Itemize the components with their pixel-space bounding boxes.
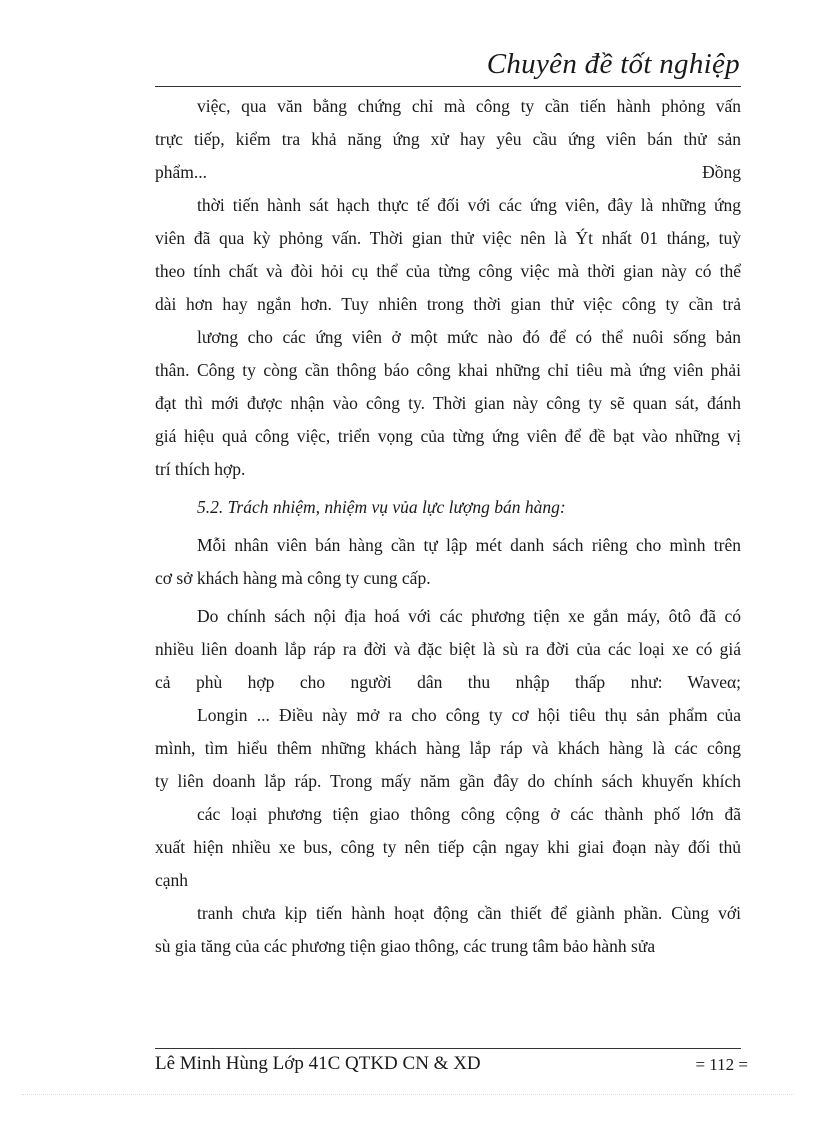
- footer-divider: [155, 1048, 741, 1049]
- body-line: trí thích hợp.: [155, 459, 246, 479]
- body-line: dài hơn hay ngắn hơn. Tuy nhiên trong thời gian thử việc công ty cần trả: [155, 294, 741, 314]
- document-body: [155, 90, 741, 963]
- body-line: Longin ... Điều này mở ra cho công ty cơ hội tiêu thụ sản phẩm của: [197, 705, 741, 725]
- page-header-title: Chuyên đề tốt nghiệp: [486, 48, 740, 80]
- body-line: ty liên doanh lắp ráp. Trong mấy năm gần đây do chính sách khuyến khích: [155, 771, 741, 791]
- page-edge-dotted-line: [22, 1094, 794, 1095]
- body-line: lương cho các ứng viên ở một mức nào đó để có thể nuôi sống bản: [197, 327, 741, 347]
- body-line: nhiều liên doanh lắp ráp ra đời và đặc biệt là sù ra đời của các loại xe có giá: [155, 639, 741, 659]
- body-line: thân. Công ty còng cần thông báo công khai những chỉ tiêu mà ứng viên phải: [155, 360, 741, 380]
- footer-author: Lê Minh Hùng Lớp 41C QTKD CN & XD: [155, 1053, 481, 1074]
- body-line: các loại phương tiện giao thông công cộng ở các thành phố lớn đã: [197, 804, 741, 824]
- body-line: đạt thì mới được nhận vào công ty. Thời gian này công ty sẽ quan sát, đánh: [155, 393, 741, 413]
- body-line: trực tiếp, kiểm tra khả năng ứng xử hay yêu cầu ứng viên bán thử sản: [155, 129, 741, 149]
- body-line: viên đã qua kỳ phỏng vấn. Thời gian thử việc nên là Ýt nhất 01 tháng, tuỳ: [155, 228, 741, 248]
- body-line: xuất hiện nhiều xe bus, công ty nên tiếp cận ngay khi giai đoạn này đối thủ: [155, 837, 741, 857]
- body-line: việc, qua văn bằng chứng chỉ mà công ty cần tiến hành phỏng vấn: [197, 96, 741, 116]
- body-line: sù gia tăng của các phương tiện giao thông, các trung tâm bảo hành sửa: [155, 936, 656, 956]
- body-line: tranh chưa kịp tiến hành hoạt động cần thiết để giành phần. Cùng với: [197, 903, 741, 923]
- body-line-right: Đồng: [702, 162, 741, 182]
- header-divider: [155, 86, 741, 87]
- body-line: [155, 156, 741, 189]
- body-line: cả phù hợp cho người dân thu nhập thấp như: Waveα;: [155, 672, 741, 692]
- body-line: giá hiệu quả công việc, triển vọng của từng ứng viên để đề bạt vào những vị: [155, 426, 741, 446]
- body-line: thời tiến hành sát hạch thực tế đối với các ứng viên, đây là những ứng: [197, 195, 741, 215]
- body-line: cơ sở khách hàng mà công ty cung cấp.: [155, 568, 431, 588]
- page-number: = 112 =: [695, 1055, 748, 1074]
- body-line: Mỗi nhân viên bán hàng cần tự lập mét danh sách riêng cho mình trên: [197, 535, 741, 555]
- body-line: Do chính sách nội địa hoá với các phương tiện xe gắn máy, ôtô đã có: [197, 606, 741, 626]
- body-line-left: phẩm...: [155, 162, 208, 182]
- body-line: mình, tìm hiểu thêm những khách hàng lắp ráp và khách hàng là các công: [155, 738, 741, 758]
- body-line: cạnh: [155, 870, 189, 890]
- body-line: theo tính chất và đòi hỏi cụ thể của từng công việc mà thời gian này có thể: [155, 261, 741, 281]
- section-heading: 5.2. Trách nhiệm, nhiệm vụ vủa lực lượng bán hàng:: [197, 497, 566, 517]
